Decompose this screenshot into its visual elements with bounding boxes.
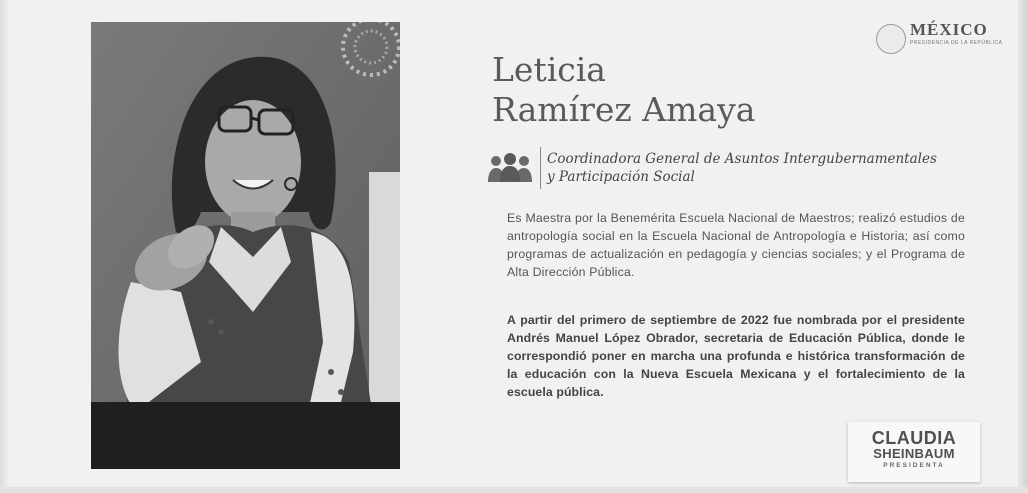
person-name bbox=[492, 50, 755, 130]
first-name: Leticia bbox=[492, 50, 606, 89]
brand-line-3: PRESIDENTA bbox=[883, 462, 945, 469]
role-title bbox=[547, 150, 937, 186]
slide-bottom-strip bbox=[0, 487, 1028, 493]
last-name: Ramírez Amaya bbox=[492, 90, 756, 129]
mexico-government-logo bbox=[872, 18, 1002, 52]
brand-line-2: SHEINBAUM bbox=[873, 446, 955, 461]
logo-subtitle: PRESIDENCIA DE LA REPÚBLICA bbox=[910, 40, 1003, 46]
slide-edge-right bbox=[1018, 0, 1028, 493]
brand-line-1: CLAUDIA bbox=[871, 428, 957, 448]
claudia-sheinbaum-logo bbox=[848, 422, 980, 482]
role-divider bbox=[540, 147, 541, 189]
portrait-photo bbox=[91, 22, 400, 469]
national-seal-icon bbox=[876, 24, 906, 54]
role-line-2: y Participación Social bbox=[547, 169, 695, 185]
group-people-icon bbox=[487, 152, 533, 184]
bio-paragraph-education: Es Maestra por la Benemérita Escuela Nacional de Maestros; realizó estudios de antropología social en la Escuela Nacional de Antropología e Historia; así como programas de actualización en pedagogía y ciencias sociales; y el Programa de Alta Dirección Pública. bbox=[507, 211, 965, 279]
slide-edge-left bbox=[0, 0, 8, 493]
logo-word: MÉXICO bbox=[910, 20, 988, 39]
role-line-1: Coordinadora General de Asuntos Intergubernamentales bbox=[547, 151, 937, 167]
bio-paragraph-appointment: A partir del primero de septiembre de 2022 fue nombrada por el presidente Andrés Manuel López Obrador, secretaria de Educación Pública, donde le correspondió poner en marcha una profunda e histórica transformación de la educación con la Nueva Escuela Mexicana y el fortalecimiento de la escuela pública. bbox=[507, 313, 965, 399]
